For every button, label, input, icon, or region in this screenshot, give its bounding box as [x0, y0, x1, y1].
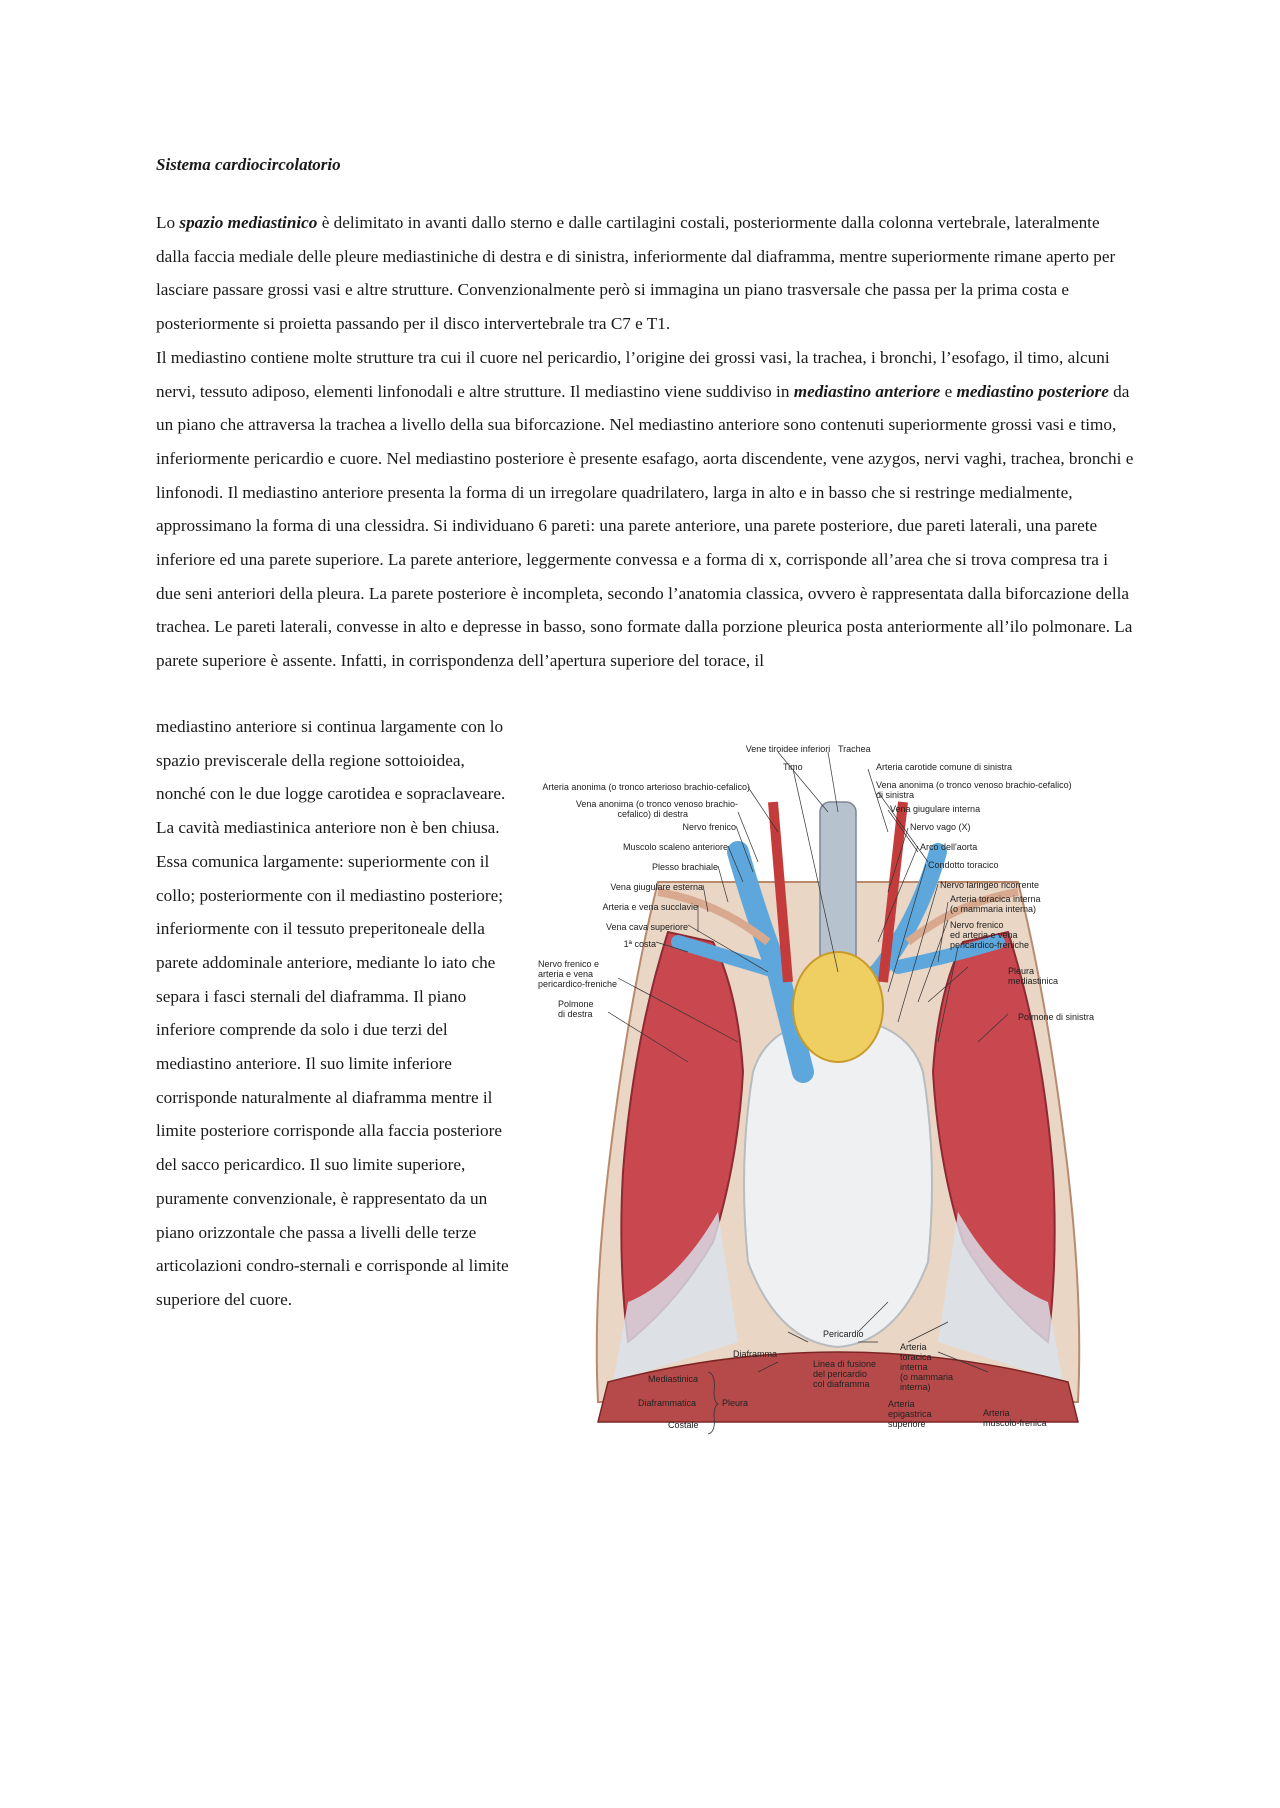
pericardium-shape — [744, 1017, 932, 1347]
label-nervo-frenico-sin-1: Nervo frenico — [950, 920, 1004, 930]
label-art-muscolo-1: Arteria — [983, 1408, 1010, 1418]
label-nervo-frenico-sin-3: pericardico-freniche — [950, 940, 1030, 950]
label-vene-tiroidee: Vene tiroidee inferiori — [745, 744, 831, 754]
trachea-shape — [820, 802, 856, 972]
label-art-toracica-b-2: toracica — [900, 1352, 932, 1362]
label-diaframmatica: Diaframmatica — [638, 1398, 697, 1408]
label-art-epigastrica-3: superiore — [888, 1419, 926, 1429]
label-linea-fusione-3: col diaframma — [813, 1379, 870, 1389]
label-linea-fusione-1: Linea di fusione — [813, 1359, 877, 1369]
label-arteria-toracica-1: Arteria toracica interna — [950, 894, 1041, 904]
label-prima-costa: 1ª costa — [623, 939, 656, 949]
label-pleura-med-1: Pleura — [1008, 966, 1035, 976]
label-nervo-frenico-dx-2: arteria e vena — [538, 969, 594, 979]
label-vena-giugulare-interna: Vena giugulare interna — [890, 804, 981, 814]
label-nervo-frenico-sin-2: ed arteria e vena — [950, 930, 1018, 940]
label-polmone-sin: Polmone di sinistra — [1018, 1012, 1095, 1022]
thymus-shape — [793, 952, 883, 1062]
label-mediastinica: Mediastinica — [648, 1374, 699, 1384]
label-arteria-anonima: Arteria anonima (o tronco arterioso brachio-cefalico) — [542, 782, 750, 792]
label-vena-anonima-dx-1: Vena anonima (o tronco venoso brachio- — [575, 799, 738, 809]
label-nervo-laringeo: Nervo laringeo ricorrente — [940, 880, 1040, 890]
p2-text-2: e — [940, 381, 957, 401]
body-text-full-width — [156, 206, 1136, 678]
label-vena-giugulare-esterna: Vena giugulare esterna — [610, 882, 703, 892]
label-vena-anonima-sin-2: di sinistra — [876, 790, 915, 800]
label-polmone-dx-1: Polmone — [558, 999, 594, 1009]
label-art-epigastrica-2: epigastrica — [888, 1409, 932, 1419]
label-nervo-frenico: Nervo frenico — [682, 822, 736, 832]
label-linea-fusione-2: del pericardio — [813, 1369, 868, 1379]
label-diaframma: Diaframma — [733, 1349, 778, 1359]
p2-term-mediastino-posteriore: mediastino posteriore — [956, 381, 1109, 401]
document-title: Sistema cardiocircolatorio — [156, 155, 341, 174]
label-art-toracica-b-5: interna) — [900, 1382, 931, 1392]
p1-text-2: è delimitato in avanti dallo sterno e dalle cartilagini costali, posteriormente dalla colonna vertebrale, lateralmente dalla faccia mediale delle pleure mediastiniche di destra e di sinistra, inferiormente dal diaframma, mentre superiormente rimane aperto per lasciare passare grossi vasi e altre strutture. Convenzionalmente però si immagina un piano trasversale che passa per la prima costa e posteriormente si proietta passando per il disco intervertebrale tra C7 e T1. — [156, 213, 1116, 334]
p2-term-mediastino-anteriore: mediastino anteriore — [793, 381, 941, 401]
label-art-toracica-b-1: Arteria — [900, 1342, 927, 1352]
label-art-toracica-b-4: (o mammaria — [900, 1372, 954, 1382]
mediastinum-illustration — [538, 742, 1138, 1442]
label-timo: Timo — [783, 762, 803, 772]
label-costale: Costale — [668, 1420, 699, 1430]
paragraph-2 — [156, 341, 1136, 678]
label-vena-cava: Vena cava superiore — [605, 922, 688, 932]
label-vena-anonima-dx-2: cefalico) di destra — [617, 809, 688, 819]
label-trachea: Trachea — [838, 744, 871, 754]
p1-text-1: Lo — [156, 213, 180, 232]
p2-text-3: da un piano che attraversa la trachea a livello della sua biforcazione. Nel mediastino anteriore sono contenuti superiormente grossi vasi e timo, inferiormente pericardio e cuore. Nel mediastino posteriore è presente esafago, aorta discendente, vene azygos, nervi vaghi, trachea, bronchi e linfonodi. Il mediastino anteriore presenta la forma di un irregolare quadrilatero, larga in alto e in basso che si restringe medialmente, approssimano la forma di una clessidra. Si individuano 6 pareti: una parete anteriore, una parete posteriore, due pareti laterali, una parete inferiore ed una parete superiore. La parete anteriore, leggermente convessa e a forma di x, corrisponde all’area che si trova compresa tra i due seni anteriori della pleura. La parete posteriore è incompleta, secondo l’anatomia classica, ovvero è rappresentata dalla biforcazione della trachea. Le pareti laterali, convesse in alto e depresse in basso, sono formate dalla porzione pleurica posta anteriormente all’ilo polmonare. La parete superiore è assente. Infatti, in corrispondenza dell’apertura superiore del torace, il — [156, 381, 1134, 671]
label-muscolo-scaleno: Muscolo scaleno anteriore — [622, 842, 728, 852]
label-art-toracica-b-3: interna — [900, 1362, 928, 1372]
label-nervo-frenico-dx-3: pericardico-freniche — [538, 979, 618, 989]
label-pleura: Pleura — [722, 1398, 749, 1408]
p1-term-spazio-mediastinico: spazio mediastinico — [179, 213, 318, 232]
label-vena-anonima-sin-1: Vena anonima (o tronco venoso brachio-cefalico) — [876, 780, 1072, 790]
label-arteria-vena-succlavie: Arteria e vena succlavie — [602, 902, 698, 912]
label-condotto-toracico: Condotto toracico — [928, 860, 999, 870]
p2-text-1: Il mediastino contiene molte strutture tra cui il cuore nel pericardio, l’origine dei grossi vasi, la trachea, i bronchi, l’esofago, il timo, alcuni nervi, tessuto adiposo, elementi linfonodali e altre strutture. Il mediastino viene suddiviso in — [156, 347, 1110, 401]
label-arco-aorta: Arco dell'aorta — [920, 842, 978, 852]
label-nervo-frenico-dx-1: Nervo frenico e — [538, 959, 600, 969]
label-polmone-dx-2: di destra — [558, 1009, 593, 1019]
label-arteria-toracica-2: (o mammaria interna) — [950, 904, 1037, 914]
label-nervo-vago: Nervo vago (X) — [910, 822, 971, 832]
label-plesso-brachiale: Plesso brachiale — [651, 862, 718, 872]
label-art-muscolo-2: muscolo-frenica — [983, 1418, 1047, 1428]
body-text-column: mediastino anteriore si continua largamente con lo spazio previscerale della regione sottoioidea, nonché con le due logge carotidea e sopraclaveare. La cavità mediastinica anteriore non è ben chiusa. Essa comunica largamente: superiormente con il collo; posteriormente con il mediastino posteriore; inferiormente con il tessuto preperitoneale della parete addominale anteriore, mediante lo iato che separa i fasci sternali del diaframma. Il piano inferiore comprende da solo i due terzi del mediastino anteriore. Il suo limite inferiore corrisponde naturalmente al diaframma mentre il limite posteriore corrisponde alla faccia posteriore del sacco pericardico. Il suo limite superiore, puramente convenzionale, è rappresentato da un piano orizzontale che passa a livelli delle terze articolazioni condro-sternali e corrisponde al limite superiore del cuore. — [156, 717, 509, 1309]
label-pericardio: Pericardio — [823, 1329, 864, 1339]
mediastinum-anatomical-figure — [538, 742, 1138, 1442]
label-arteria-carotide: Arteria carotide comune di sinistra — [876, 762, 1013, 772]
paragraph-1 — [156, 206, 1136, 341]
label-art-epigastrica-1: Arteria — [888, 1399, 915, 1409]
label-pleura-med-2: mediastinica — [1008, 976, 1059, 986]
